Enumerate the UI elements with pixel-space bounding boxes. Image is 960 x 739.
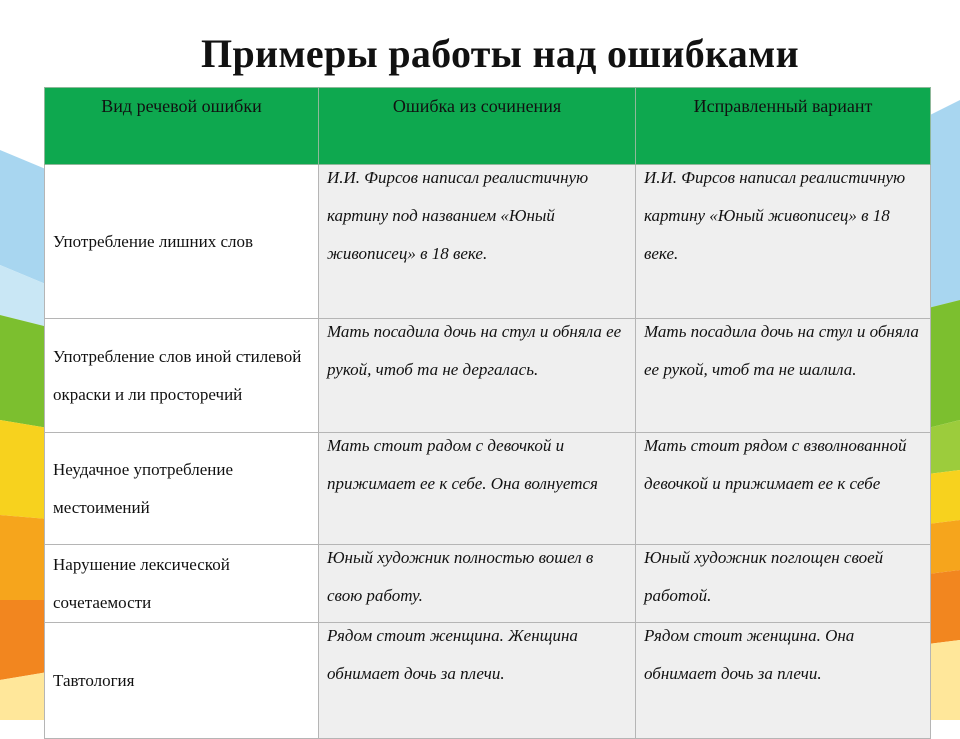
corrected-variant-text: Юный художник поглощен своей работой. [644,548,884,605]
corrected-variant-cell [636,165,931,319]
error-type-cell: Тавтология [45,623,319,739]
corrected-variant-text: Рядом стоит женщина. Она обнимает дочь за плечи. [644,626,855,683]
table-header-row [45,88,931,165]
corrected-variant-cell [636,319,931,433]
corrected-variant-text: И.И. Фирсов написал реалистичную картину «Юный живописец» в 18 веке. [644,168,906,263]
error-example-text: Рядом стоит женщина. Женщина обнимает дочь за плечи. [327,626,578,683]
table-row [45,545,931,623]
header-error-example: Ошибка из сочинения [319,88,636,165]
error-example-cell [319,319,636,433]
error-example-text: Юный художник полностью вошел в свою работу. [327,548,594,605]
error-example-cell [319,165,636,319]
error-example-cell [319,433,636,545]
errors-table [44,87,931,739]
header-error-type: Вид речевой ошибки [45,88,319,165]
error-example-text: Мать стоит радом с девочкой и прижимает ее к себе. Она волнуется [327,436,598,493]
error-type-cell: Употребление лишних слов [45,165,319,319]
corrected-variant-text: Мать посадила дочь на стул и обняла ее рукой, чтоб та не шалила. [644,322,919,379]
table-row [45,319,931,433]
error-example-text: Мать посадила дочь на стул и обняла ее рукой, чтоб та не дергалась. [327,322,622,379]
table-row [45,165,931,319]
corrected-variant-text: Мать стоит рядом с взволнованной девочкой и прижимает ее к себе [644,436,907,493]
table-row [45,623,931,739]
header-corrected-variant: Исправленный вариант [636,88,931,165]
table-row [45,433,931,545]
corrected-variant-cell [636,433,931,545]
corrected-variant-cell [636,545,931,623]
error-type-cell: Неудачное употребление местоимений [45,433,319,545]
error-type-cell: Нарушение лексической сочетаемости [45,545,319,623]
error-example-cell [319,545,636,623]
error-type-cell: Употребление слов иной стилевой окраски и ли просторечий [45,319,319,433]
error-example-cell [319,623,636,739]
corrected-variant-cell [636,623,931,739]
error-example-text: И.И. Фирсов написал реалистичную картину под названием «Юный живописец» в 18 веке. [327,168,589,263]
page-title: Примеры работы над ошибками [201,31,799,76]
